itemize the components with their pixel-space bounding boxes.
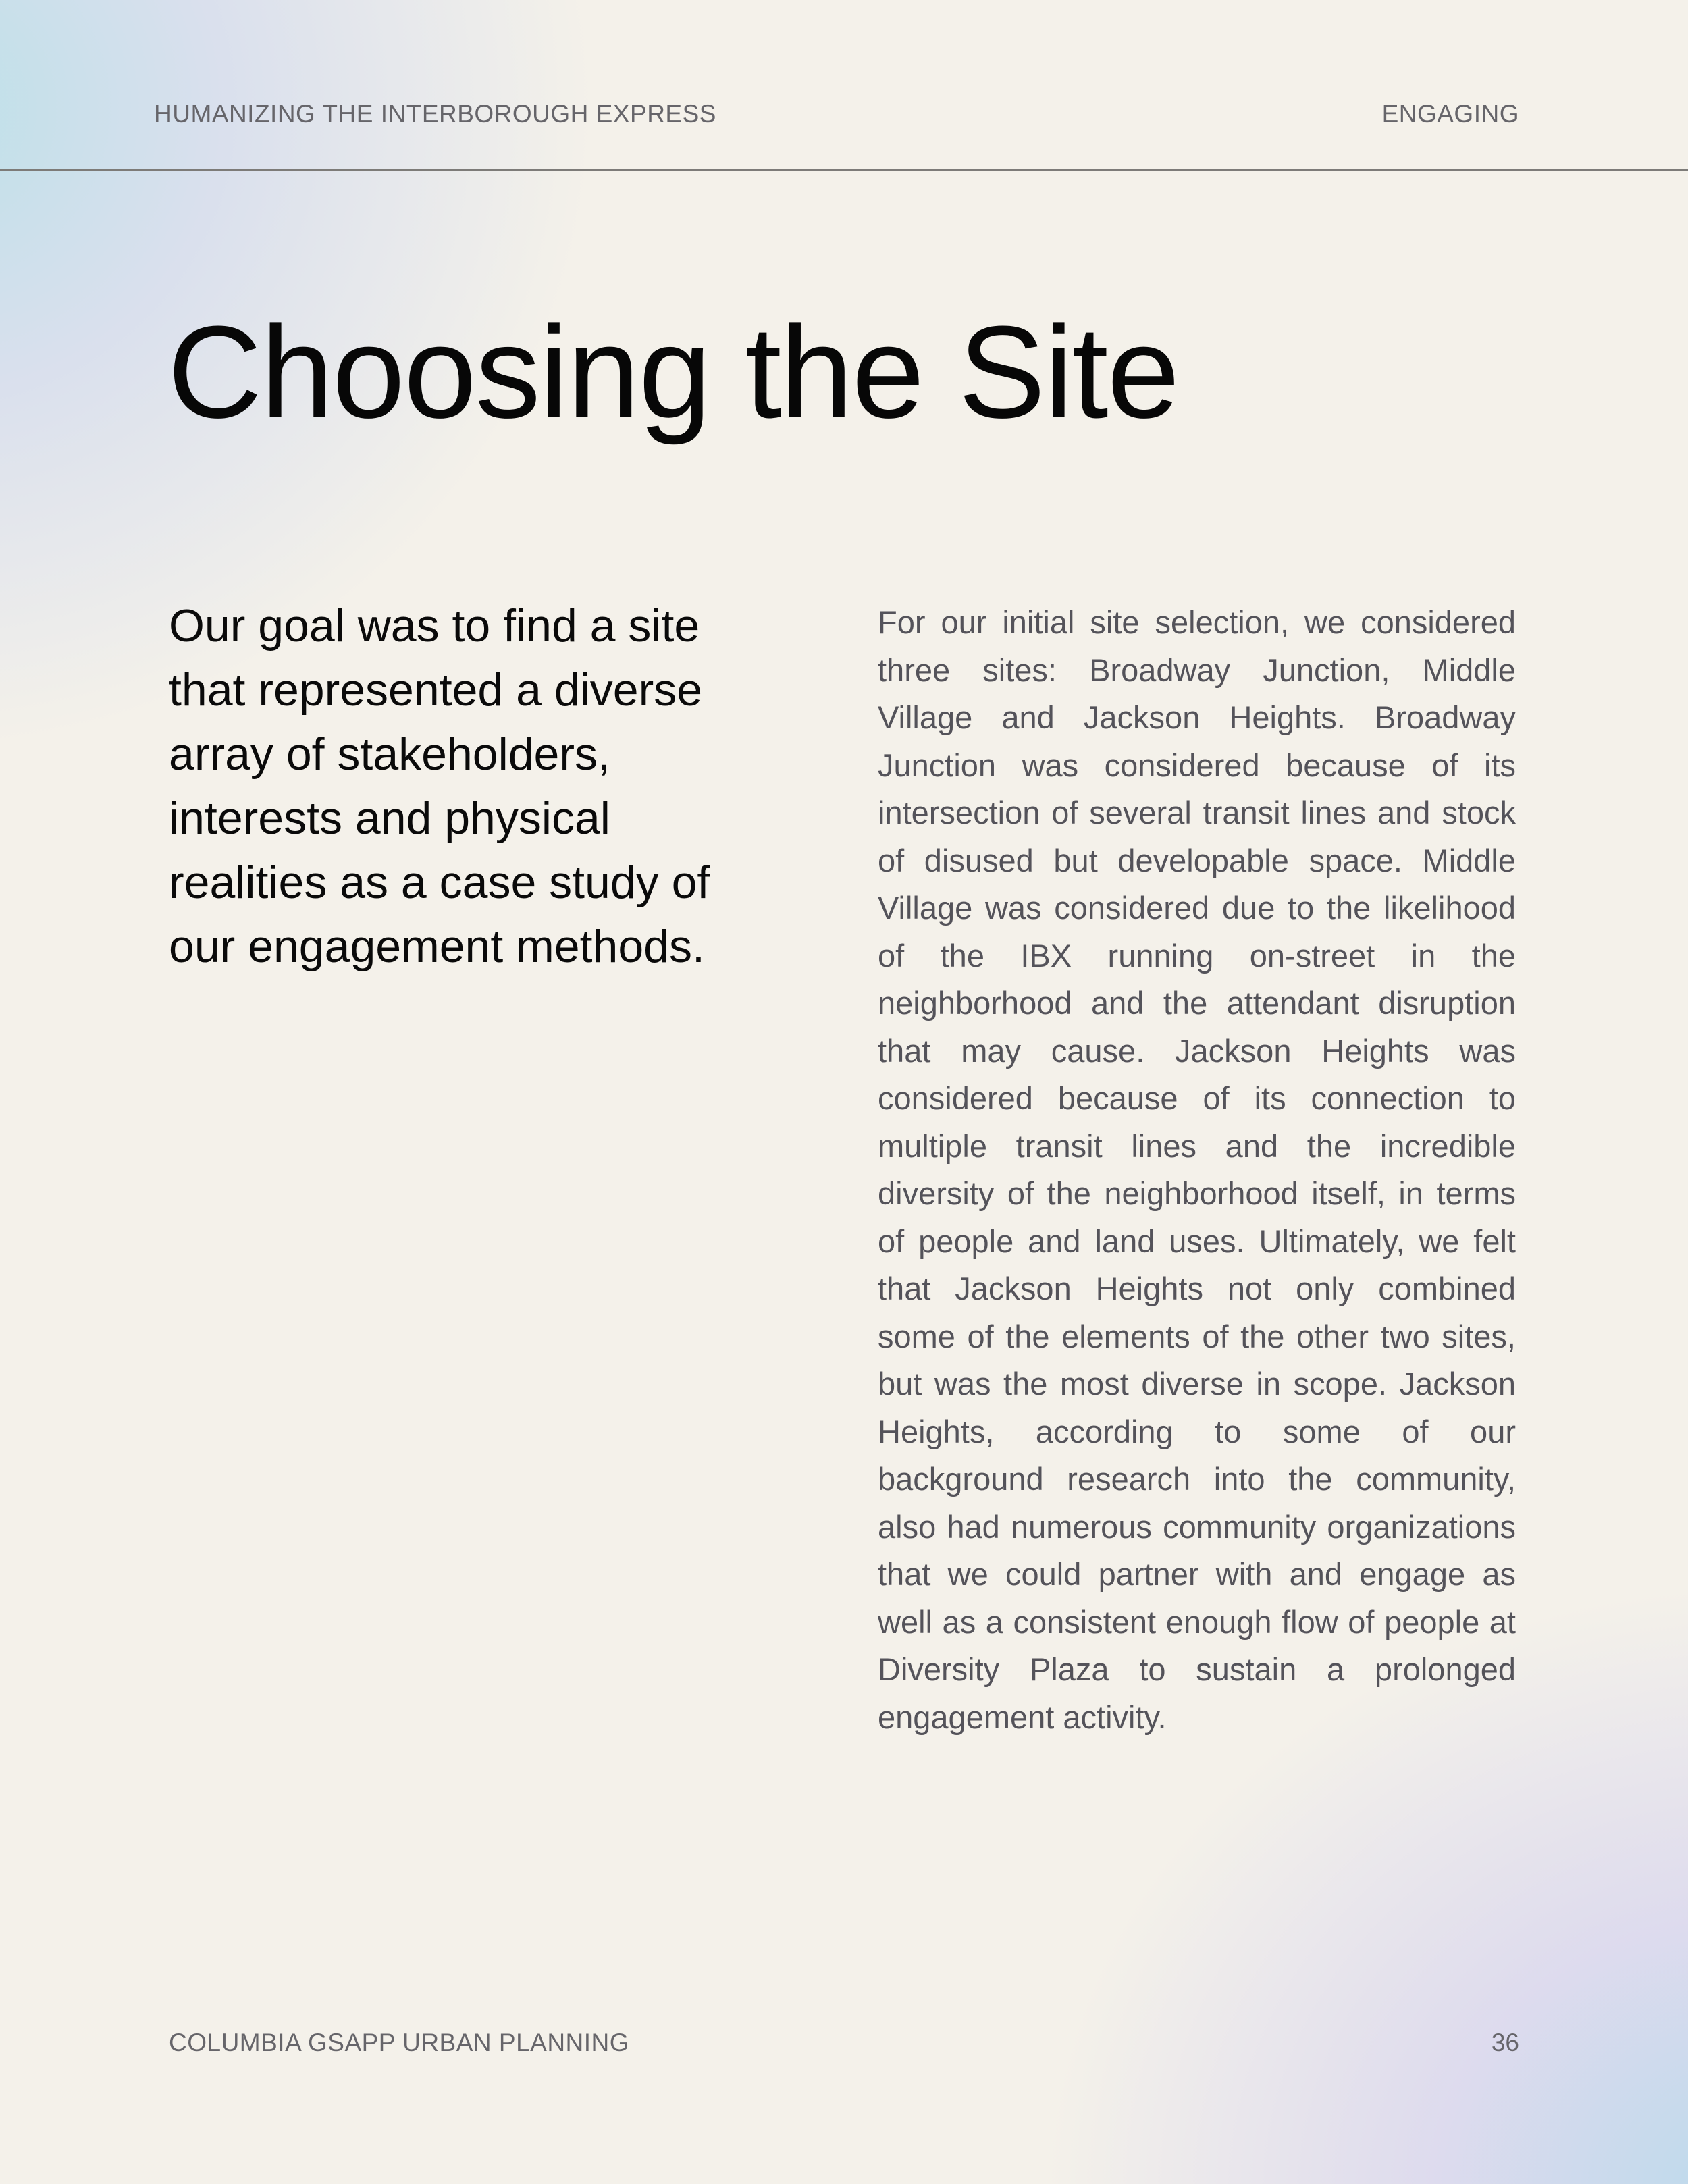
page-header: [0, 0, 1688, 171]
page-number: 36: [1491, 2029, 1519, 2056]
page-title: Choosing the Site: [167, 299, 1179, 446]
body-paragraph: For our initial site selection, we considered three sites: Broadway Junction, Middle Village and Jackson Heights. Broadway Junction was considered because of its intersection of several transit lines and stock of disused but developable space. Middle Village was considered due to the likelihood of the IBX running on-street in the neighborhood and the attendant disruption that may cause. Jackson Heights was considered because of its connection to multiple transit lines and the incredible diversity of the neighborhood itself, in terms of people and land uses. Ultimately, we felt that Jackson Heights not only combined some of the elements of the other two sites, but was the most diverse in scope. Jackson Heights, according to some of our background research into the community, also had numerous community organizations that we could partner with and engage as well as a consistent enough flow of people at Diversity Plaza to sustain a prolonged engagement activity.: [878, 604, 1516, 1735]
footer-publisher: COLUMBIA GSAPP URBAN PLANNING: [169, 2029, 630, 2056]
lead-paragraph: Our goal was to find a site that represented a diverse array of stakeholders, interests and physical realities as a case study of our engagement methods.: [169, 600, 710, 972]
running-header-chapter: ENGAGING: [1381, 100, 1519, 128]
running-header-title: HUMANIZING THE INTERBOROUGH EXPRESS: [154, 100, 716, 128]
